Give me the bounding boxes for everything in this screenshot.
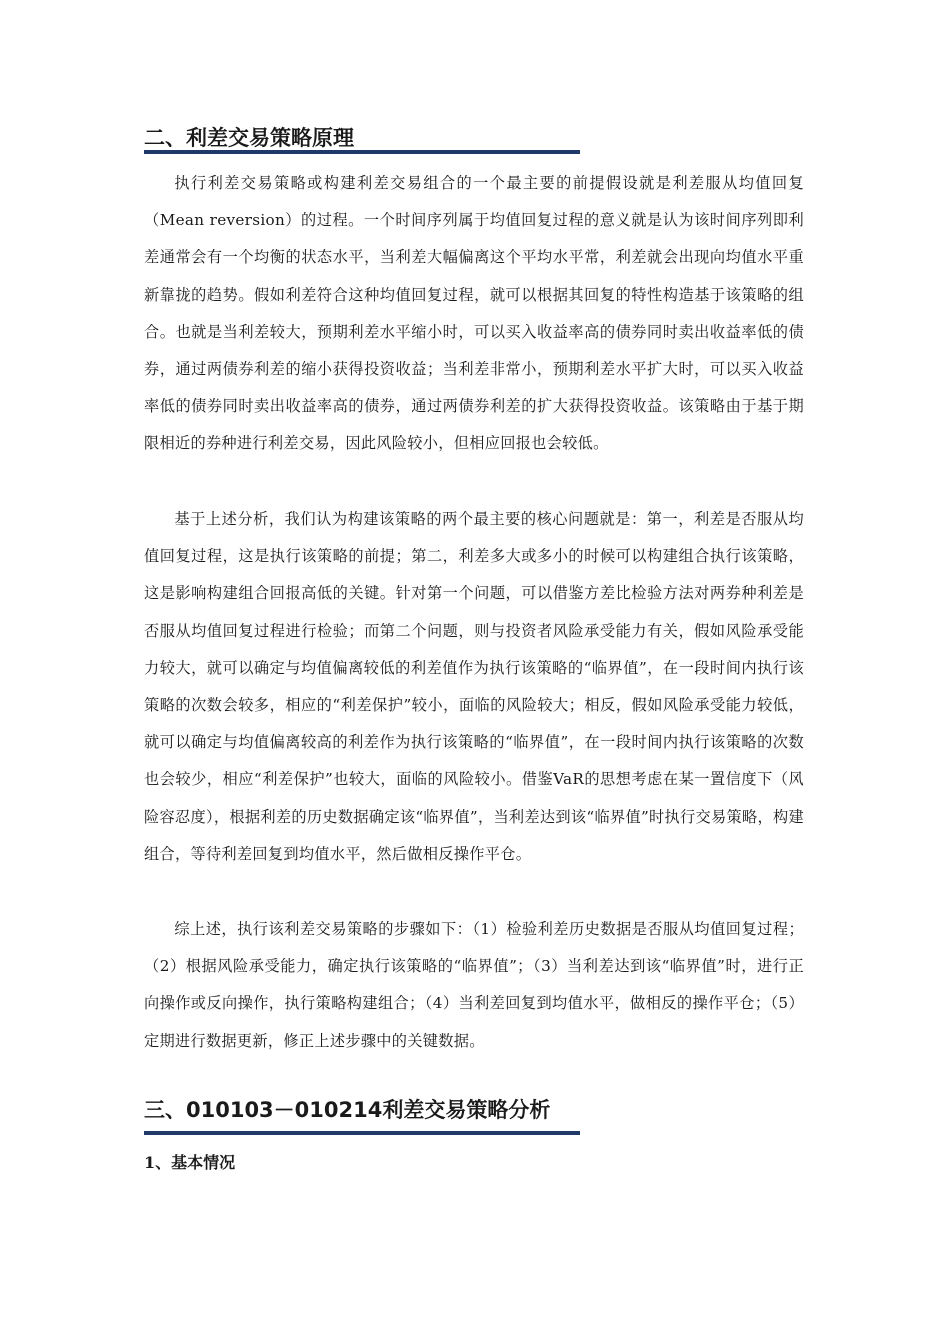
section-2-heading: 二、利差交易策略原理 <box>144 126 354 150</box>
section-2-heading-rule <box>144 150 580 154</box>
section-3-heading-rule <box>144 1131 580 1135</box>
subsection-basic-info-heading: 1、基本情况 <box>144 1153 236 1172</box>
paragraph-mean-reversion: 执行利差交易策略或构建利差交易组合的一个最主要的前提假设就是利差服从均值回复（Mean reversion）的过程。一个时间序列属于均值回复过程的意义就是认为该时间序列即利差通常会有一个均衡的状态水平，当利差大幅偏离这个平均水平常，利差就会出现向均值水平重新靠拢的趋势。假如利差符合这种均值回复过程，就可以根据其回复的特性构造基于该策略的组合。也就是当利差较大，预期利差水平缩小时，可以买入收益率高的债券同时卖出收益率低的债券，通过两债券利差的缩小获得投资收益；当利差非常小，预期利差水平扩大时，可以买入收益率低的债券同时卖出收益率高的债券，通过两债券利差的扩大获得投资收益。该策略由于基于期限相近的券种进行利差交易，因此风险较小，但相应回报也会较低。 <box>144 174 804 453</box>
paragraph-core-issues: 基于上述分析，我们认为构建该策略的两个最主要的核心问题就是：第一，利差是否服从均值回复过程，这是执行该策略的前提；第二，利差多大或多小的时候可以构建组合执行该策略，这是影响构建组合回报高低的关键。针对第一个问题，可以借鉴方差比检验方法对两券种利差是否服从均值回复过程进行检验；而第二个问题，则与投资者风险承受能力有关，假如风险承受能力较大，就可以确定与均值偏离较低的利差值作为执行该策略的“临界值”，在一段时间内执行该策略的次数会较多，相应的“利差保护”较小，面临的风险较大；相反，假如风险承受能力较低，就可以确定与均值偏离较高的利差作为执行该策略的“临界值”，在一段时间内执行该策略的次数也会较少，相应“利差保护”也较大，面临的风险较小。借鉴VaR的思想考虑在某一置信度下（风险容忍度），根据利差的历史数据确定该“临界值”，当利差达到该“临界值”时执行交易策略，构建组合，等待利差回复到均值水平，然后做相反操作平仓。 <box>144 510 804 863</box>
paragraph-strategy-steps: 综上述，执行该利差交易策略的步骤如下：（1）检验利差历史数据是否服从均值回复过程；（2）根据风险承受能力，确定执行该策略的“临界值”；（3）当利差达到该“临界值”时，进行正向操作或反向操作，执行策略构建组合；（4）当利差回复到均值水平，做相反的操作平仓；（5）定期进行数据更新，修正上述步骤中的关键数据。 <box>144 920 804 1050</box>
section-3-heading: 三、010103－010214利差交易策略分析 <box>144 1098 551 1122</box>
